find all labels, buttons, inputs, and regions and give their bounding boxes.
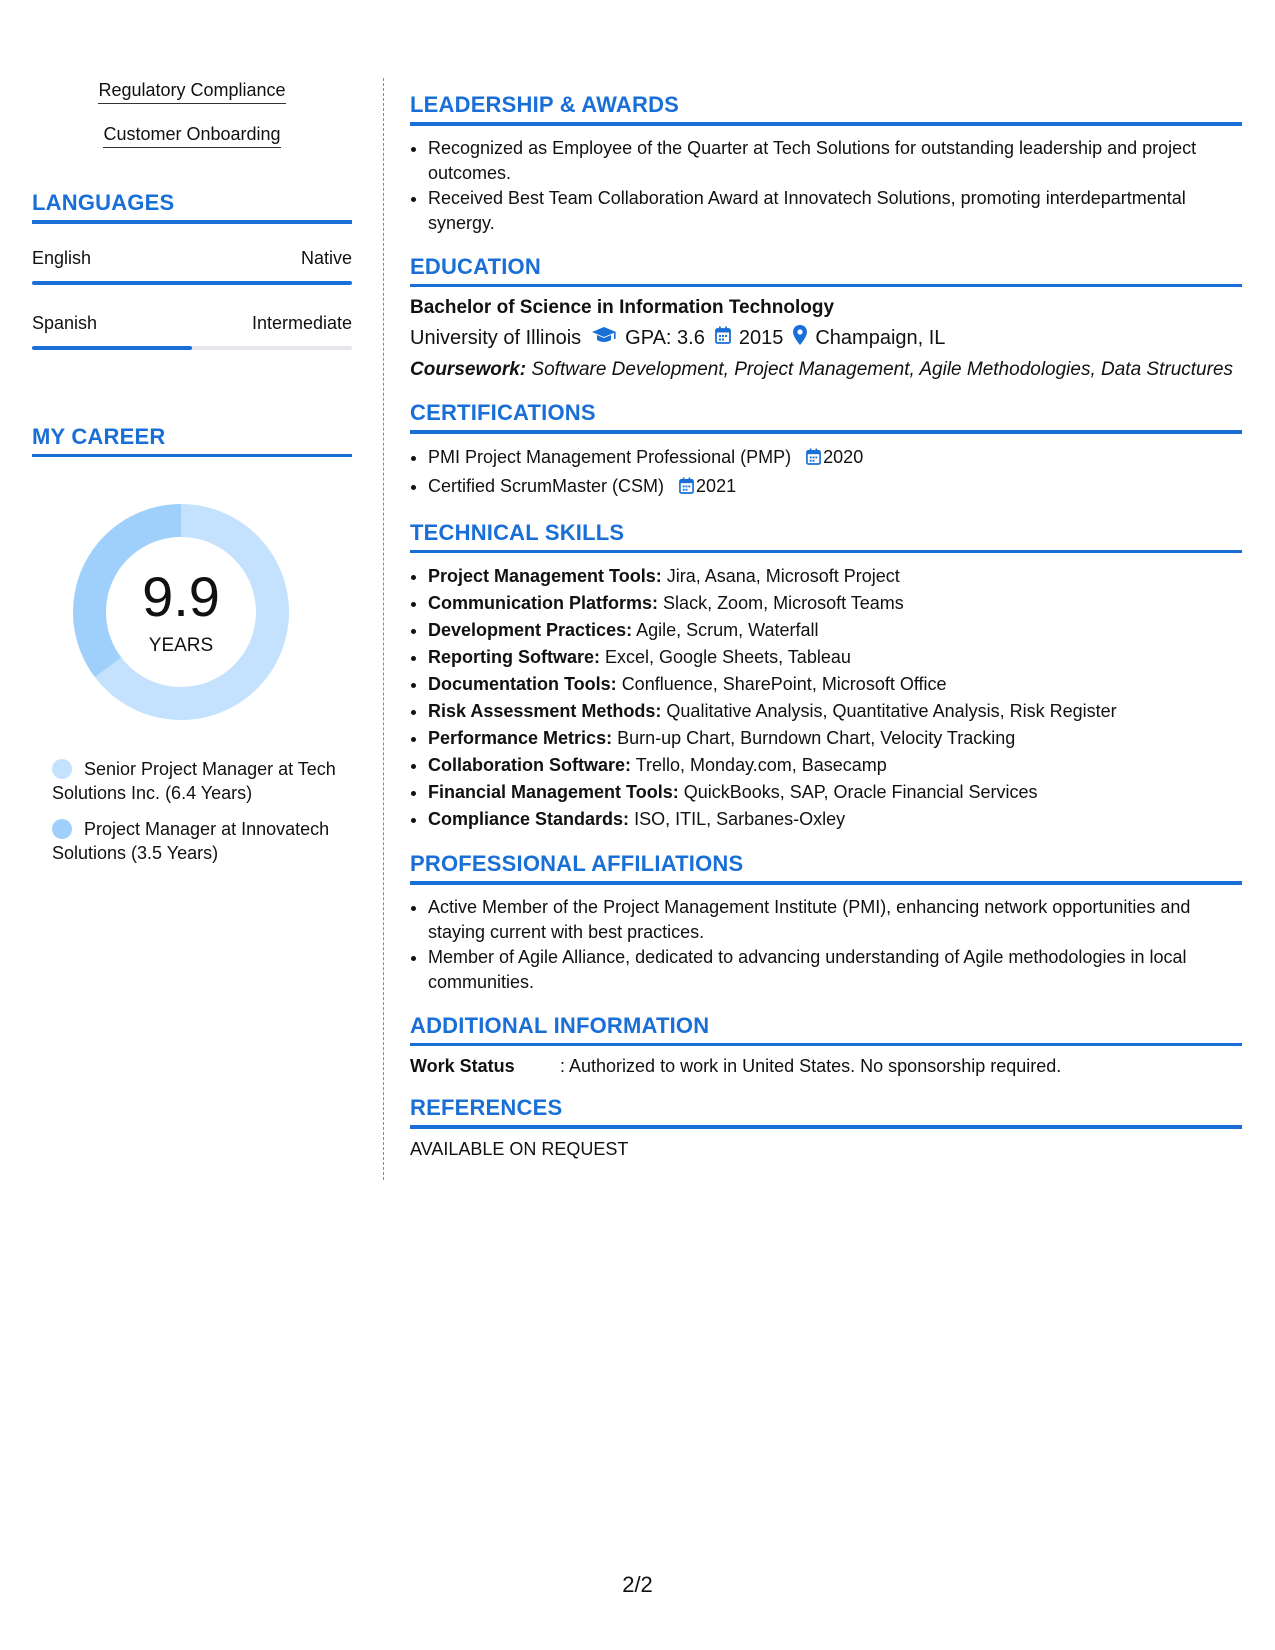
work-status-label: Work Status: [410, 1056, 515, 1076]
leadership-section: [410, 92, 1242, 236]
education-section: [410, 254, 1242, 383]
education-meta: [410, 325, 1242, 351]
certification-name: Certified ScrumMaster (CSM): [428, 475, 665, 496]
career-legend-item: [52, 757, 352, 805]
career-role-label: Project Manager at Innovatech Solutions (3.5 Years): [52, 819, 330, 863]
list-item: [428, 590, 1242, 617]
skill-value: Burn-up Chart, Burndown Chart, Velocity Tracking: [617, 728, 1016, 748]
skill-label: Reporting Software:: [428, 647, 601, 667]
list-item: [428, 617, 1242, 644]
list-item: [428, 473, 1242, 502]
legend-dot: [52, 759, 72, 779]
certification-year: 2021: [696, 475, 737, 496]
section-title: PROFESSIONAL AFFILIATIONS: [410, 851, 744, 876]
list-item: [428, 698, 1242, 725]
page-number: 2/2: [622, 1572, 653, 1597]
calendar-icon: [715, 326, 731, 350]
skill-label: Financial Management Tools:: [428, 782, 679, 802]
list-item: [428, 644, 1242, 671]
language-bar-fill: [32, 346, 192, 350]
career-role-label: Senior Project Manager at Tech Solutions Inc. (6.4 Years): [52, 759, 336, 803]
certifications-list: [410, 444, 1242, 502]
skill-label: Project Management Tools:: [428, 566, 662, 586]
language-name: English: [32, 247, 92, 268]
language-bar-fill: [32, 281, 352, 285]
affiliations-section: [410, 851, 1242, 995]
section-rule: [410, 122, 1242, 126]
column-divider: [383, 78, 384, 1180]
section-rule: [410, 284, 1242, 288]
language-level: Native: [300, 247, 352, 268]
career-donut-chart: [66, 497, 296, 727]
career-legend: [32, 757, 352, 865]
section-rule: [32, 220, 352, 224]
certification-name: PMI Project Management Professional (PMP): [428, 446, 792, 467]
list-item: [428, 752, 1242, 779]
skill-tag: Customer Onboarding: [32, 124, 352, 148]
coursework-label: Coursework:: [410, 359, 527, 380]
skill-value: Qualitative Analysis, Quantitative Analysis, Risk Register: [666, 701, 1117, 721]
references-section: [410, 1095, 1242, 1160]
section-rule: [410, 1125, 1242, 1129]
skill-value: Confluence, SharePoint, Microsoft Office: [621, 674, 947, 694]
certification-year: 2020: [823, 446, 864, 467]
left-column: [32, 80, 352, 865]
career-total-value: 9.9: [142, 565, 220, 628]
career-section: [32, 424, 352, 866]
skill-tag: Regulatory Compliance: [32, 80, 352, 104]
skill-label: Development Practices:: [428, 620, 633, 640]
calendar-icon: [806, 446, 821, 473]
leadership-list: [410, 136, 1242, 236]
language-bar: [32, 281, 352, 285]
list-item: • Received Best Team Collaboration Award at Innovatech Solutions, promoting interdepartmental synergy.: [428, 186, 1242, 236]
skill-value: ISO, ITIL, Sarbanes-Oxley: [634, 809, 846, 829]
skill-value: Jira, Asana, Microsoft Project: [666, 566, 900, 586]
technical-skills-list: [410, 563, 1242, 833]
skill-value: QuickBooks, SAP, Oracle Financial Services: [683, 782, 1038, 802]
languages-section: [32, 190, 352, 350]
list-item: [428, 444, 1242, 473]
skill-label: Collaboration Software:: [428, 755, 632, 775]
coursework-value: Software Development, Project Management, Agile Methodologies, Data Structures: [531, 359, 1234, 380]
education-school: University of Illinois: [410, 326, 582, 349]
skill-label: Documentation Tools:: [428, 674, 617, 694]
certifications-section: [410, 400, 1242, 502]
references-text: AVAILABLE ON REQUEST: [410, 1138, 629, 1159]
section-rule: [410, 550, 1242, 554]
education-degree: Bachelor of Science in Information Technology: [410, 297, 835, 318]
right-column: [410, 92, 1242, 1178]
section-rule: [410, 881, 1242, 885]
skill-value: Slack, Zoom, Microsoft Teams: [663, 593, 904, 613]
legend-dot: [52, 819, 72, 839]
section-title: REFERENCES: [410, 1095, 563, 1120]
list-item: [428, 563, 1242, 590]
section-title: TECHNICAL SKILLS: [410, 519, 625, 545]
language-bar: [32, 346, 352, 350]
skill-label: Compliance Standards:: [428, 809, 630, 829]
section-title: EDUCATION: [410, 253, 541, 279]
education-coursework: [410, 357, 1242, 382]
location-pin-icon: [793, 325, 807, 351]
career-total-unit: YEARS: [148, 635, 214, 656]
language-row: [32, 313, 352, 334]
section-rule: [410, 430, 1242, 434]
list-item: [428, 779, 1242, 806]
skill-label: Communication Platforms:: [428, 593, 659, 613]
calendar-icon: [679, 475, 694, 502]
list-item: [428, 671, 1242, 698]
section-title: LEADERSHIP & AWARDS: [410, 92, 680, 117]
section-title: ADDITIONAL INFORMATION: [410, 1012, 710, 1038]
section-title: MY CAREER: [32, 423, 166, 449]
section-title: LANGUAGES: [32, 190, 175, 215]
technical-skills-section: [410, 520, 1242, 834]
list-item: • Active Member of the Project Management Institute (PMI), enhancing network opportunities and staying current with best practices.: [428, 895, 1242, 945]
language-name: Spanish: [32, 312, 98, 333]
list-item: [428, 806, 1242, 833]
list-item: • Recognized as Employee of the Quarter at Tech Solutions for outstanding leadership and project outcomes.: [428, 136, 1242, 186]
list-item: [428, 725, 1242, 752]
language-level: Intermediate: [251, 312, 352, 333]
skill-value: Excel, Google Sheets, Tableau: [605, 647, 851, 667]
graduation-cap-icon: [591, 326, 617, 350]
skill-value: Trello, Monday.com, Basecamp: [635, 755, 887, 775]
section-rule: [410, 1043, 1242, 1047]
additional-info-section: [410, 1013, 1242, 1078]
skill-label: Performance Metrics:: [428, 728, 613, 748]
list-item: • Member of Agile Alliance, dedicated to advancing understanding of Agile methodologies in local communities.: [428, 945, 1242, 995]
affiliations-list: [410, 895, 1242, 995]
section-title: CERTIFICATIONS: [410, 400, 596, 425]
education-year: 2015: [738, 326, 784, 349]
education-location: Champaign, IL: [815, 326, 946, 349]
skill-value: Agile, Scrum, Waterfall: [636, 620, 819, 640]
career-legend-item: [52, 817, 352, 865]
section-rule: [32, 454, 352, 458]
education-gpa: GPA: 3.6: [625, 326, 705, 349]
work-status-row: [410, 1056, 1242, 1077]
skill-label: Risk Assessment Methods:: [428, 701, 662, 721]
work-status-value: : Authorized to work in United States. No sponsorship required.: [560, 1056, 1062, 1076]
language-row: [32, 248, 352, 269]
